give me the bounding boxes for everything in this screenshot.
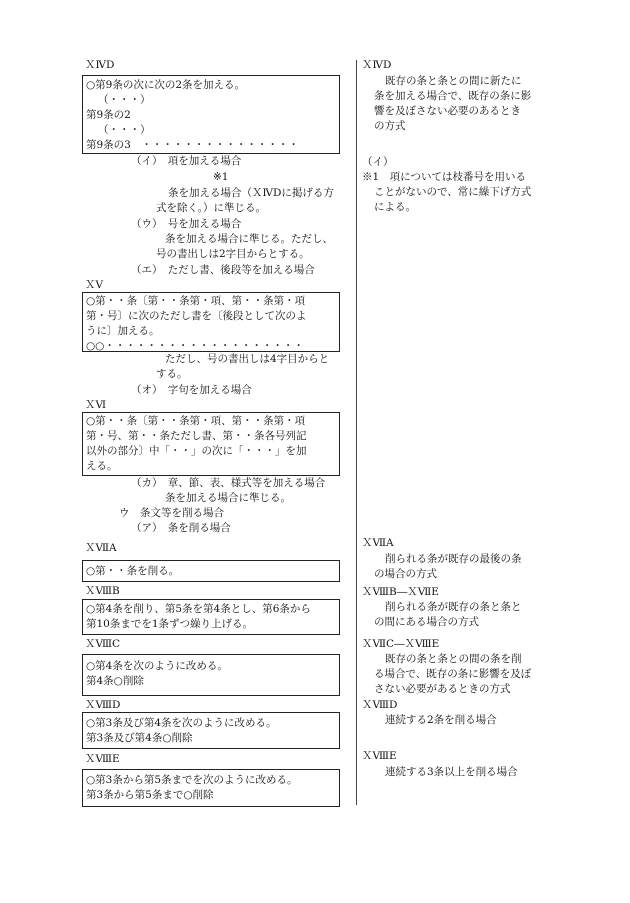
commentary-text: ことがないので、常に繰下げ方式 xyxy=(374,186,532,198)
section-label: ＸⅧE xyxy=(85,753,120,765)
box-line: ○第3条及び第4条を次のように改める。 xyxy=(86,717,277,729)
section-label: ＸⅥ xyxy=(85,399,107,411)
box-line: （・・・） xyxy=(98,94,151,106)
example-box xyxy=(82,75,340,154)
body-text: 号の書出しは2字目からとする。 xyxy=(156,248,310,260)
commentary-text: 削られる条が既存の最後の条 xyxy=(385,553,522,565)
subheading: （ウ） 号を加える場合 xyxy=(131,218,242,230)
commentary-text: 既存の条と条との間の条を削 xyxy=(385,653,522,665)
box-line: 第3条及び第4条○削除 xyxy=(86,732,193,744)
box-line: 第・号〕に次のただし書を〔後段として次のよ xyxy=(86,310,307,322)
subheading: （エ） ただし書、後段等を加える場合 xyxy=(131,264,315,276)
column-divider xyxy=(356,60,357,805)
box-line: 第9条の2 xyxy=(86,109,131,121)
box-line: える。 xyxy=(86,460,118,472)
body-text: する。 xyxy=(156,368,188,380)
commentary-text: さない必要があるときの方式 xyxy=(374,683,511,695)
box-line: ○第3条から第5条までを次のように改める。 xyxy=(86,774,298,786)
body-text: 条を加える場合に準じる。ただし、 xyxy=(165,233,333,245)
example-box xyxy=(82,292,340,352)
section-label: ＸⅧC xyxy=(85,638,121,650)
commentary-text: 既存の条と条との間に新たに xyxy=(385,75,522,87)
box-line: 第9条の3 ・・・・・・・・・・・・・・・ xyxy=(86,139,299,151)
section-label: ＸⅧB xyxy=(85,585,120,597)
commentary-text: 連続する3条以上を削る場合 xyxy=(385,766,518,778)
box-line: 第10条までを1条ずつ繰り上げる。 xyxy=(86,618,254,630)
section-label: ＸⅧE xyxy=(362,750,397,762)
subheading: （オ） 字句を加える場合 xyxy=(131,384,252,396)
example-box xyxy=(82,599,340,635)
commentary-text: ※1 項については枝番号を用いる xyxy=(362,171,526,183)
box-line: ○第・・条〔第・・条第・項、第・・条第・項 xyxy=(86,415,306,427)
section-label: ＸⅦA xyxy=(85,542,117,554)
example-box xyxy=(82,769,340,807)
commentary-text: 連続する2条を削る場合 xyxy=(385,714,497,726)
commentary-text: による。 xyxy=(374,201,416,213)
note-marker: ※1 xyxy=(213,171,229,183)
body-text: 条を加える場合（ＸⅣDに掲げる方 xyxy=(168,187,334,199)
section-label: ＸⅧB―ＸⅦE xyxy=(362,586,439,598)
box-line: 第4条○削除 xyxy=(86,675,144,687)
box-line: ○第4条を削り、第5条を第4条とし、第6条から xyxy=(86,603,311,615)
body-text: 条を加える場合に準じる。 xyxy=(165,492,291,504)
box-line: （・・・） xyxy=(98,124,151,136)
section-label: ＸⅦA xyxy=(362,537,394,549)
box-line: うに〕加える。 xyxy=(86,325,160,337)
body-text: ただし、号の書出しは4字目からと xyxy=(165,353,330,365)
box-line: ○第4条を次のように改める。 xyxy=(86,660,228,672)
section-label: ＸⅣD xyxy=(362,59,392,71)
box-line: ○第9条の次に次の2条を加える。 xyxy=(86,79,246,91)
subheading: （イ） 項を加える場合 xyxy=(131,155,242,167)
commentary-text: の方式 xyxy=(374,120,406,132)
box-line: ○第・・条を削る。 xyxy=(86,565,180,577)
commentary-text: 削られる条が既存の条と条と xyxy=(385,601,522,613)
box-line: 第3条から第5条まで○削除 xyxy=(86,789,214,801)
section-label: ＸⅦC―ＸⅧE xyxy=(362,638,440,650)
example-box xyxy=(82,412,340,476)
section-label: （イ） xyxy=(362,156,394,168)
box-line: ○第・・条〔第・・条第・項、第・・条第・項 xyxy=(86,295,306,307)
section-label: ＸⅧD xyxy=(362,699,398,711)
body-text: 式を除く。）に準じる。 xyxy=(156,202,267,214)
box-line: 以外の部分〕中「・・」の次に「・・・」を加 xyxy=(86,445,307,457)
heading: ウ 条文等を削る場合 xyxy=(119,507,224,519)
commentary-text: の間にある場合の方式 xyxy=(374,616,479,628)
section-label: ＸⅧD xyxy=(85,699,121,711)
subheading: （カ） 章、節、表、様式等を加える場合 xyxy=(131,477,326,489)
example-box xyxy=(82,712,340,749)
commentary-text: の場合の方式 xyxy=(374,568,437,580)
box-line: ○○・・・・・・・・・・・・・・・・・・・ xyxy=(86,340,304,352)
example-box xyxy=(82,560,340,582)
commentary-text: る場合で、既存の条に影響を及ぼ xyxy=(374,668,532,680)
example-box xyxy=(82,654,340,696)
subheading: （ア） 条を削る場合 xyxy=(131,522,231,534)
commentary-text: 響を及ぼさない必要のあるとき xyxy=(374,105,521,117)
commentary-text: 条を加える場合で、既存の条に影 xyxy=(374,90,532,102)
section-label: ＸⅣD xyxy=(85,59,115,71)
section-label: ＸⅤ xyxy=(85,279,104,291)
box-line: 第・号、第・・条ただし書、第・・条各号列記 xyxy=(86,430,307,442)
